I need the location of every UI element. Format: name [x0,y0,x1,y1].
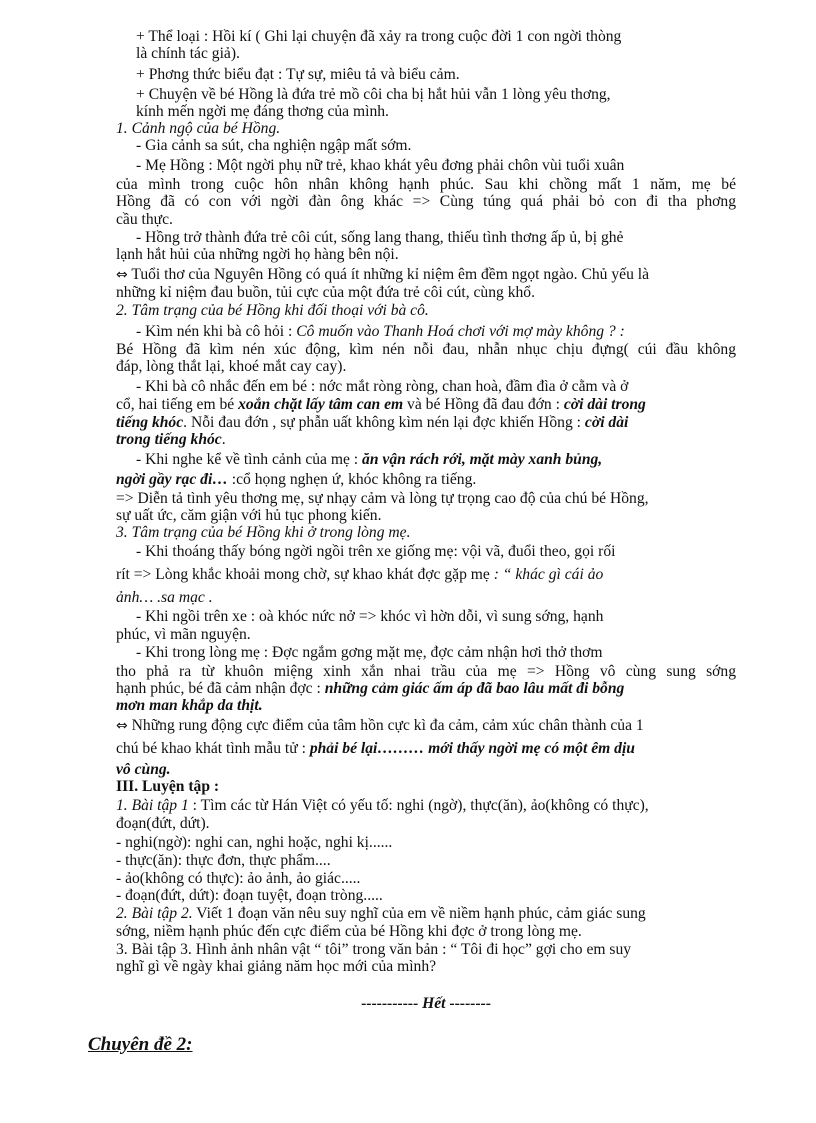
text-span: ----------- [361,995,423,1012]
text-span: -------- [445,995,491,1012]
quote-span: Cô muốn vào Thanh Hoá chơi với mợ mày không ? : [296,323,625,340]
text-span: cổ, hai tiếng em bé [116,396,239,413]
text-span: . [221,431,226,448]
text-line: của mình trong cuộc hôn nhân không hạnh phúc. Sau khi chồng mất 1 năm, mẹ bé [116,176,736,193]
end-marker [116,995,736,1012]
text-span: : Tìm các từ Hán Việt có yếu tố: nghi (ngờ), thực(ăn), ảo(không có thực), [188,797,649,814]
text-line: những kỉ niệm đau buồn, tủi cực của một đứa trẻ côi cút, cùng khổ. [116,284,535,301]
text-span: :cổ họng nghẹn ứ, khóc không ra tiếng. [227,471,477,488]
emphasis-span: cời dài trong [563,396,646,413]
text-line [116,396,736,413]
text-line [136,323,736,340]
text-line: sự uất ức, căm giận với hủ tục phong kiến. [116,507,382,524]
text-line: tho phả ra từ khuôn miệng xinh xắn nhai trầu của mẹ => Hồng vô cùng sung sớng [116,663,736,680]
text-line: => Diễn tả tình yêu thơng mẹ, sự nhạy cảm và lòng tự trọng cao độ của chú bé Hồng, [116,490,649,507]
text-line: đoạn(đứt, dứt). [116,815,210,832]
text-line: Bé Hồng đã kìm nén xúc động, kìm nén nỗi đau, nhẫn nhục chịu đựng( cúi đầu không [116,341,736,358]
text-line: Hồng đã có con với ngời đàn ông khác => Cùng túng quá phải bỏ con đi tha phơng [116,193,736,210]
text-line [116,680,736,697]
text-line: - Hồng trở thành đứa trẻ côi cút, sống lang thang, thiếu tình thơng ấp ủ, bị ghẻ [136,229,624,246]
emphasis-span: ngời gầy rạc đi… [116,471,228,488]
text-line: + Chuyện về bé Hồng là đứa trẻ mồ côi cha bị hắt hủi vẫn 1 lòng yêu thơng, [136,86,611,103]
list-item: - đoạn(đứt, dứt): đoạn tuyệt, đoạn tròng..... [116,887,383,904]
text-line: ảnh… .sa mạc . [116,589,213,606]
emphasis-span: phải bé lại……… mới thấy ngời mẹ có một êm dịu [309,740,635,757]
text-line [136,451,736,468]
emphasis-span: trong tiếng khóc [116,431,222,448]
text-line: 3. Bài tập 3. Hình ảnh nhân vật “ tôi” trong văn bản : “ Tôi đi học” gợi cho em suy [116,941,632,958]
text-span: Tuổi thơ của Nguyên Hồng có quá ít những kỉ niệm êm đềm ngọt ngào. Chủ yếu là [131,266,650,283]
end-word: Hết [422,995,446,1012]
text-line: phúc, vì mãn nguyện. [116,626,251,643]
text-line: - Gia cảnh sa sút, cha nghiện ngập mất sớm. [136,137,412,154]
equivalence-arrow-icon: ⇔ [116,718,128,734]
text-line [116,566,736,583]
section-heading-3: 3. Tâm trạng của bé Hồng khi ở trong lòng mẹ. [116,524,411,541]
text-span: và bé Hồng đã đau đớn : [403,396,564,413]
list-item: - nghi(ngờ): nghi can, nghi hoặc, nghi kị...... [116,834,393,851]
text-line [116,431,736,448]
section-heading-1: 1. Cảnh ngộ của bé Hồng. [116,120,281,137]
text-line: - Khi thoáng thấy bóng ngời ngồi trên xe giống mẹ: vội vã, đuổi theo, gọi rối [136,543,616,560]
text-line: - Khi bà cô nhắc đến em bé : nớc mắt ròng ròng, chan hoà, đầm đìa ở cằm và ở [136,378,629,395]
section-heading-luyen-tap: III. Luyện tập : [116,778,220,795]
text-span: hạnh phúc, bé đã cảm nhận đợc : [116,680,325,697]
text-line [116,740,736,757]
text-line: + Phơng thức biểu đạt : Tự sự, miêu tả và biểu cảm. [136,66,460,83]
text-line: - Mẹ Hồng : Một ngời phụ nữ trẻ, khao khát yêu đơng phải chôn vùi tuổi xuân [136,157,625,174]
text-line: đáp, lòng thắt lại, khoé mắt cay cay). [116,358,347,375]
equivalence-arrow-icon: ⇔ [116,267,128,283]
text-line [116,797,736,814]
text-line [116,471,736,488]
emphasis-span: ăn vận rách rới, mặt mày xanh bủng, [362,451,603,468]
text-span: Những rung động cực điểm của tâm hồn cực kì đa cảm, cảm xúc chân thành của 1 [131,717,644,734]
text-line [116,905,736,922]
exercise-label: 2. Bài tập 2. [116,905,193,922]
text-line: mơn man khắp da thịt. [116,697,263,714]
text-line: là chính tác giả). [136,45,240,62]
emphasis-span: tiếng khóc [116,414,184,431]
section-heading-2: 2. Tâm trạng của bé Hồng khi đối thoại với bà cô. [116,302,429,319]
quote-span: : “ khác gì cái ảo [493,566,604,583]
text-line: - Khi ngồi trên xe : oà khóc nức nở => khóc vì hờn dỗi, vì sung sớng, hạnh [136,608,604,625]
text-span: rít => Lòng khắc khoải mong chờ, sự khao khát đợc gặp mẹ [116,566,494,583]
text-line [116,266,736,284]
text-span: Viết 1 đoạn văn nêu suy nghĩ của em về niềm hạnh phúc, cảm giác sung [192,905,646,922]
text-line [116,414,736,431]
text-span: chú bé khao khát tình mẫu tử : [116,740,310,757]
text-line [116,717,736,735]
topic-heading-2: Chuyên đề 2: [88,1034,193,1055]
text-line: + Thể loại : Hồi kí ( Ghi lại chuyện đã xảy ra trong cuộc đời 1 con ngời thòng [136,28,622,45]
emphasis-span: xoắn chặt lấy tâm can em [238,396,404,413]
text-span: . Nỗi đau đớn , sự phẫn uất không kìm nén lại đợc khiến Hồng : [183,414,585,431]
text-line: sớng, niềm hạnh phúc đến cực điểm của bé Hồng khi đợc ở trong lòng mẹ. [116,923,582,940]
exercise-label: 1. Bài tập 1 [116,797,189,814]
text-line: lạnh hắt hủi của những ngời họ hàng bên nội. [116,246,399,263]
emphasis-span: cời dài [584,414,629,431]
text-line: kính mến ngời mẹ đáng thơng của mình. [136,103,389,120]
text-span: - Kìm nén khi bà cô hỏi : [136,323,297,340]
text-line: nghĩ gì về ngày khai giảng năm học mới của mình? [116,958,437,975]
list-item: - ảo(không có thực): ảo ảnh, ảo giác..... [116,870,361,887]
list-item: - thực(ăn): thực đơn, thực phẩm.... [116,852,331,869]
emphasis-span: những cảm giác ấm áp đã bao lâu mất đi bỗng [324,680,625,697]
text-line: cầu thực. [116,211,173,228]
text-line: - Khi trong lòng mẹ : Đợc ngắm gơng mặt mẹ, đợc cảm nhận hơi thở thơm [136,644,603,661]
text-line: vô cùng. [116,761,171,778]
text-span: - Khi nghe kể về tình cảnh của mẹ : [136,451,363,468]
